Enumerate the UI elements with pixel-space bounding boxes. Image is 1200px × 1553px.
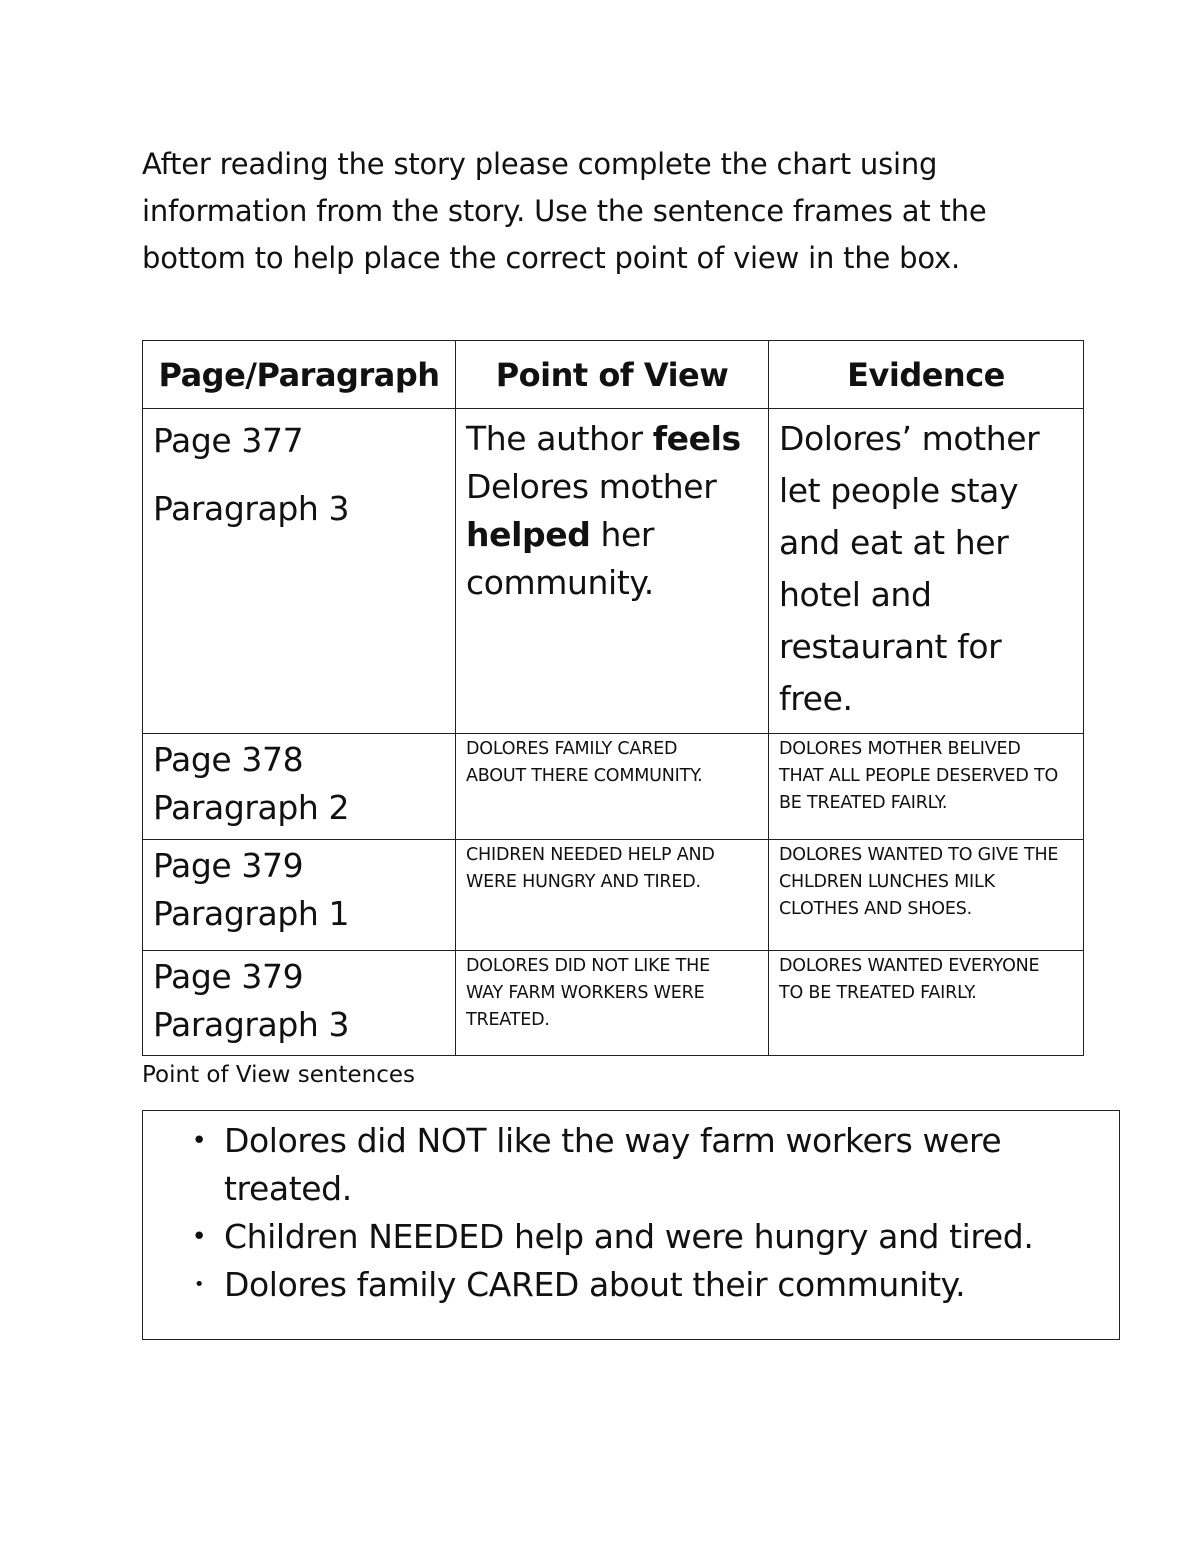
- instructions-paragraph: [142, 141, 1042, 282]
- pov-sentences-caption: Point of View sentences: [142, 1062, 416, 1088]
- point-of-view-cell: [456, 734, 769, 840]
- table-row: [143, 840, 1084, 951]
- sentence-line: Dolores did NOT like the way farm workers were: [224, 1121, 1002, 1160]
- instructions-line-3: bottom to help place the correct point of view in the box.: [142, 241, 961, 275]
- pov-text: Delores mother: [466, 467, 717, 506]
- evidence-line: TO BE TREATED FAIRLY.: [779, 983, 977, 1003]
- table-row: [143, 951, 1084, 1056]
- point-of-view-cell: [456, 409, 769, 734]
- bullet-icon: •: [191, 1222, 207, 1252]
- page-paragraph-cell: [143, 840, 456, 951]
- evidence-line: BE TREATED FAIRLY.: [779, 793, 948, 813]
- chart-header-row: [143, 341, 1084, 409]
- pov-line: CHIDREN NEEDED HELP AND: [466, 845, 715, 865]
- pov-line: ABOUT THERE COMMUNITY.: [466, 766, 703, 786]
- page-label: Page 379: [153, 846, 304, 885]
- page-label: Page 379: [153, 957, 304, 996]
- list-item: [143, 1213, 1119, 1261]
- evidence-line: and eat at her: [779, 523, 1009, 562]
- paragraph-label: Paragraph 3: [153, 489, 350, 528]
- table-row: [143, 734, 1084, 840]
- pov-text: her: [590, 515, 655, 554]
- pov-bold-word: feels: [652, 419, 741, 458]
- evidence-line: CHLDREN LUNCHES MILK: [779, 872, 995, 892]
- evidence-line: restaurant for: [779, 627, 1002, 666]
- sentence-line: Children NEEDED help and were hungry and tired.: [224, 1217, 1034, 1256]
- pov-bold-word: helped: [466, 515, 591, 554]
- list-item: [143, 1261, 1119, 1309]
- pov-line: TREATED.: [466, 1010, 550, 1030]
- evidence-cell: [769, 734, 1084, 840]
- evidence-line: let people stay: [779, 471, 1019, 510]
- evidence-line: THAT ALL PEOPLE DESERVED TO: [779, 766, 1059, 786]
- pov-sentences-list: [143, 1117, 1119, 1309]
- pov-text: community.: [466, 563, 654, 602]
- pov-line: DOLORES FAMILY CARED: [466, 739, 678, 759]
- page-label: Page 378: [153, 740, 304, 779]
- pov-line: WERE HUNGRY AND TIRED.: [466, 872, 701, 892]
- pov-line: DOLORES DID NOT LIKE THE: [466, 956, 710, 976]
- bullet-icon: •: [191, 1126, 207, 1156]
- instructions-line-1: After reading the story please complete the chart using: [142, 147, 938, 181]
- evidence-line: DOLORES WANTED TO GIVE THE: [779, 845, 1059, 865]
- evidence-cell: [769, 840, 1084, 951]
- evidence-line: hotel and: [779, 575, 932, 614]
- list-item: [143, 1117, 1119, 1213]
- paragraph-label: Paragraph 3: [153, 1005, 350, 1044]
- page-label: Page 377: [153, 421, 304, 460]
- instructions-line-2: information from the story. Use the sentence frames at the: [142, 194, 987, 228]
- evidence-line: CLOTHES AND SHOES.: [779, 899, 972, 919]
- evidence-line: DOLORES MOTHER BELIVED: [779, 739, 1021, 759]
- page-paragraph-cell: [143, 409, 456, 734]
- header-evidence: Evidence: [769, 341, 1084, 409]
- header-point-of-view: Point of View: [456, 341, 769, 409]
- header-page-paragraph: Page/Paragraph: [143, 341, 456, 409]
- paragraph-label: Paragraph 1: [153, 894, 350, 933]
- paragraph-label: Paragraph 2: [153, 788, 350, 827]
- point-of-view-cell: [456, 951, 769, 1056]
- point-of-view-chart: [142, 340, 1084, 1056]
- pov-line: WAY FARM WORKERS WERE: [466, 983, 705, 1003]
- sentence-line: treated.: [224, 1169, 352, 1208]
- point-of-view-cell: [456, 840, 769, 951]
- pov-sentences-box: [142, 1110, 1120, 1340]
- table-row: [143, 409, 1084, 734]
- sentence-line: Dolores family CARED about their community.: [224, 1265, 966, 1304]
- evidence-line: Dolores’ mother: [779, 419, 1040, 458]
- page-paragraph-cell: [143, 951, 456, 1056]
- evidence-cell: [769, 409, 1084, 734]
- bullet-icon: •: [193, 1274, 205, 1295]
- evidence-cell: [769, 951, 1084, 1056]
- page-paragraph-cell: [143, 734, 456, 840]
- evidence-line: free.: [779, 679, 853, 718]
- evidence-line: DOLORES WANTED EVERYONE: [779, 956, 1040, 976]
- pov-text: The author: [466, 419, 653, 458]
